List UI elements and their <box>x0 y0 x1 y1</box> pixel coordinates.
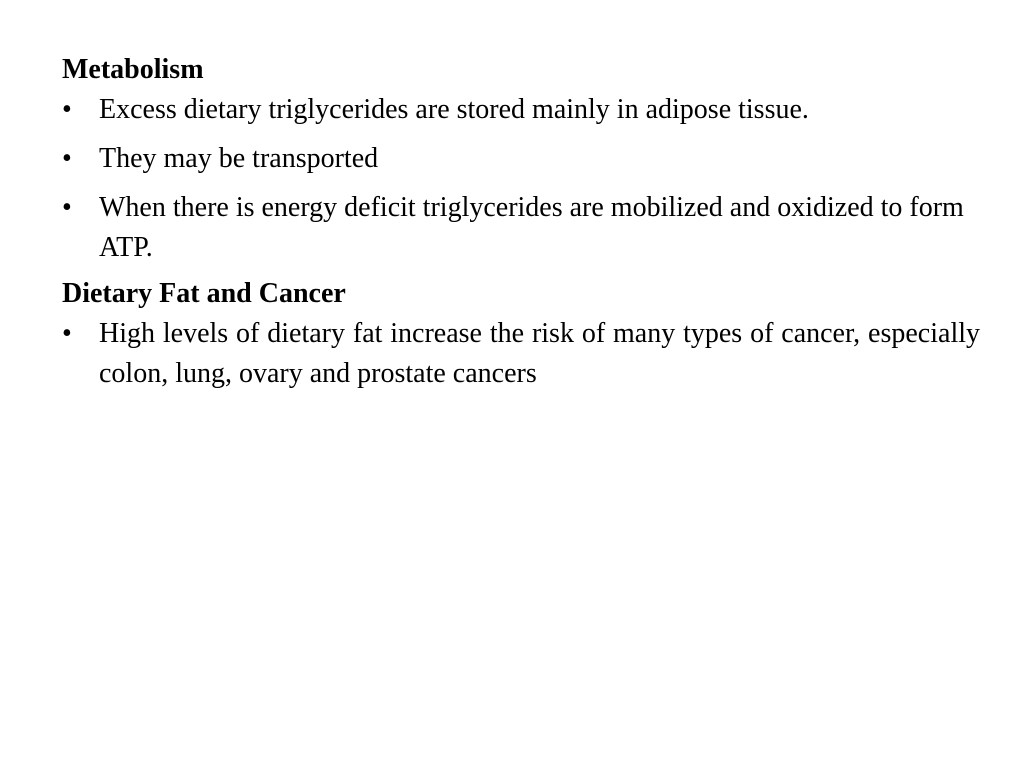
bullet-text: They may be transported <box>99 143 379 174</box>
metabolism-bullet-list <box>62 90 980 268</box>
bullet-icon: • <box>62 94 72 125</box>
section-title-metabolism: Metabolism <box>62 54 204 85</box>
bullet-icon: • <box>62 318 72 349</box>
bullet-item <box>62 90 980 130</box>
bullet-text: High levels of dietary fat increase the risk of many types of cancer, especially colon, lung, ovary and prostate cancers <box>99 318 980 389</box>
bullet-icon: • <box>62 192 72 223</box>
bullet-item <box>62 139 980 179</box>
bullet-item <box>62 314 980 394</box>
bullet-icon: • <box>62 143 72 174</box>
bullet-text: Excess dietary triglycerides are stored mainly in adipose tissue. <box>99 94 809 125</box>
bullet-text: When there is energy deficit triglycerides are mobilized and oxidized to form ATP. <box>99 192 964 263</box>
slide-content <box>62 50 980 394</box>
bullet-item <box>62 188 980 268</box>
section-title-dietary-fat-cancer: Dietary Fat and Cancer <box>62 278 346 309</box>
cancer-bullet-list <box>62 314 980 394</box>
